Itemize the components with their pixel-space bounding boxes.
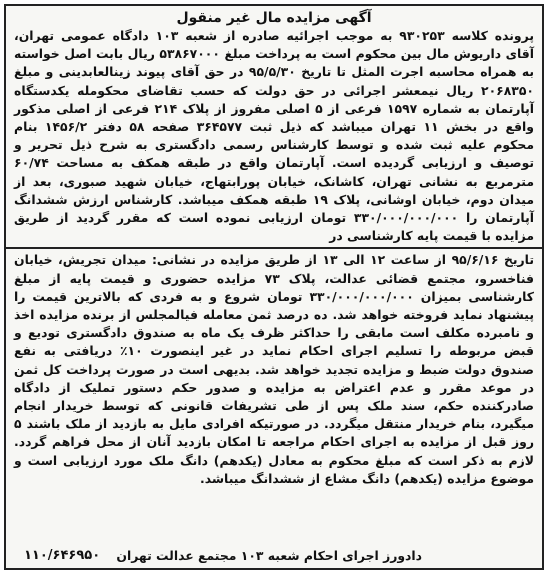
signature-line: دادورز اجرای احکام شعبه ۱۰۳ مجتمع عدالت تهران [116,548,422,563]
notice-footer [6,546,542,566]
reference-number: ۱۱۰/۶۴۶۹۵۰ [24,548,101,563]
notice-paragraph-1: پرونده کلاسه ۹۳۰۲۵۳ به موجب اجرائیه صادره از شعبه ۱۰۳ دادگاه عمومی تهران، آقای داریوش مال بین محکوم است به پرداخت مبلغ ۵۳۸۶۷۰۰۰ ریال بابت اصل خواسته به همراه محاسبه اجرت المثل تا تاریخ ۹۵/۵/۳۰ در حق آقای پیوند زینالعابدینی و مبلغ ۲۰۶۸۳۵۰ ریال نیمعشر اجرائی در حق دولت که حسب تقاضای محکومله یکدستگاه آپارتمان به شماره ۱۵۹۷ فرعی از ۵ اصلی مفروز از پلاک ۲۱۴ فرعی از اصلی مذکور واقع در بخش ۱۱ تهران میباشد که ذیل ثبت ۳۶۴۵۷۷ صفحه ۵۸ دفتر ۱۴۵۶/۲ بنام محکوم علیه ثبت شده و توسط کارشناس رسمی دادگستری به شرح ذیل تحریر و توصیف و ارزیابی گردیده است. آپارتمان واقع در طبقه همکف به مساحت ۶۰/۷۴ مترمربع به نشانی تهران، کاشانک، خیابان پورابتهاج، خیابان شهید صبوری، بعد از میدان دوم، خیابان اوشانی، پلاک ۱۹ طبقه همکف میباشد. کارشناس ارزش ششدانگ آپارتمان را ۳۳۰/۰۰۰/۰۰۰/۰۰۰ تومان ارزیابی نموده است که مقرر گردید از طریق مزایده با قیمت پایه کارشناسی در [14,28,535,244]
section-divider [6,247,542,249]
notice-title: آگهی مزایده مال غیر منقول [176,10,372,26]
legal-notice [4,4,544,570]
notice-paragraph-2: تاریخ ۹۵/۶/۱۶ از ساعت ۱۲ الی ۱۳ از طریق مزایده در نشانی: میدان تجریش، خیابان فناخسرو، مجتمع قضائی عدالت، پلاک ۷۳ مزایده حضوری و قیمت پایه از مبلغ کارشناسی بمیزان ۳۳۰/۰۰۰/۰۰۰/۰۰۰ تومان شروع و به فردی که بالاترین قیمت را پیشنهاد نماید فروخته خواهد شد. ده درصد ثمن معامله فیالمجلس از برنده مزایده اخذ و نامبرده مکلف است مابقی را حداکثر ظرف یک ماه به صندوق دادگستری تودیع و قبض مربوطه را تسلیم اجرای احکام نماید در غیر اینصورت ۱۰٪ دریافتی به نفع صندوق دولت ضبط و مزایده تجدید خواهد شد. بدیهی است در صورت پرداخت کل ثمن در موعد مقرر و عدم اعتراض به مزایده و صدور حکم دستور تملیک از دادگاه صادرکننده حکم، سند ملک پس از طی تشریفات قانونی که توسط خریدار انجام میگیرد، بنام خریدار منتقل میگردد. در صورتیکه افرادی مایل به بازدید از ملک باشند ۵ روز قبل از مزایده به اجرای احکام مراجعه تا امکان بازدید آنان از محل فراهم گردد. لازم به ذکر است که مبلغ محکوم به معادل (یکدهم) دانگ ملک مورد ارزیابی است و موضوع مزایده (یکدهم) دانگ مشاع از ششدانگ میباشد. [14,252,535,486]
